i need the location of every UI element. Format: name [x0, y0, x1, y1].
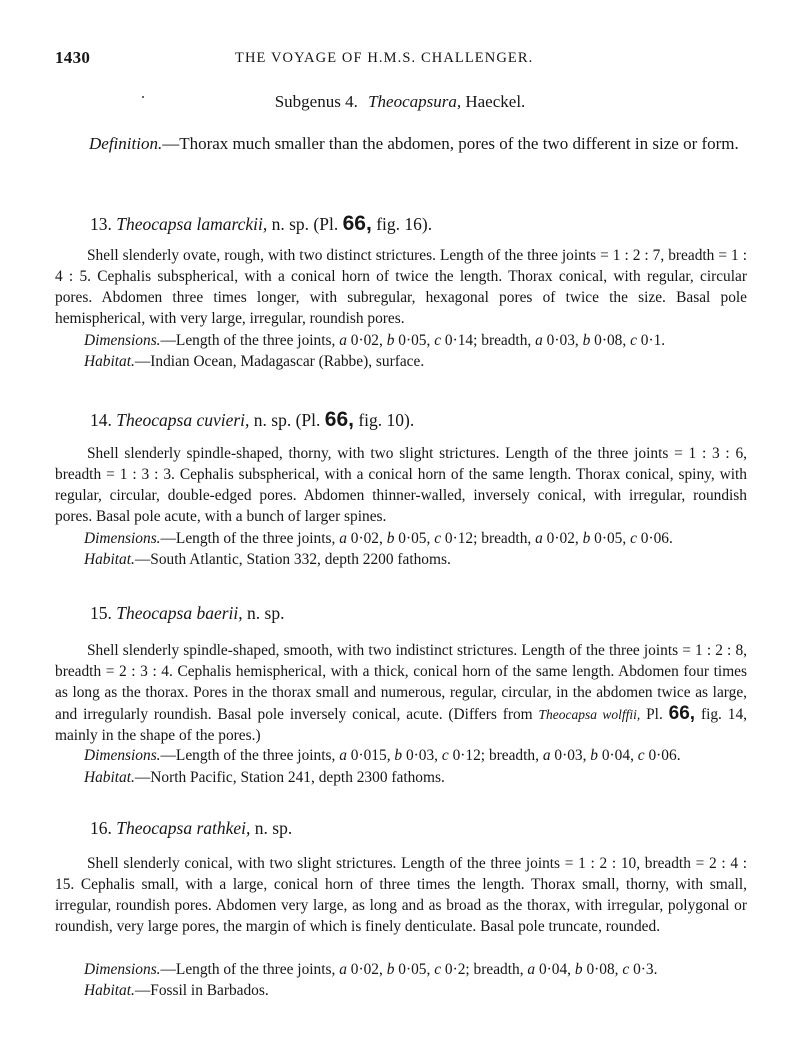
species-14-title: 14. Theocapsa cuvieri, n. sp. (Pl. 66, fig. 10).	[90, 408, 415, 431]
species-number: 16.	[90, 818, 112, 838]
subgenus-author: Haeckel.	[465, 92, 526, 111]
species-14-dimensions: Dimensions.—Length of the three joints, a 0·02, b 0·05, c 0·12; breadth, a 0·02, b 0·05, c 0·06.	[84, 530, 673, 547]
species-13-habitat: Habitat.—Indian Ocean, Madagascar (Rabbe), surface.	[84, 353, 425, 370]
species-13-dimensions: Dimensions.—Length of the three joints, a 0·02, b 0·05, c 0·14; breadth, a 0·03, b 0·08, c 0·1.	[84, 332, 666, 349]
subgenus-label: Subgenus 4.	[274, 92, 358, 111]
page-header	[55, 48, 745, 70]
reference-species: Theocapsa wolffii,	[538, 707, 641, 722]
species-14-habitat: Habitat.—South Atlantic, Station 332, depth 2200 fathoms.	[84, 551, 451, 568]
definition-text: —Thorax much smaller than the abdomen, pores of the two different in size or form.	[162, 134, 739, 153]
species-16-title: 16. Theocapsa rathkei, n. sp.	[90, 818, 293, 838]
plate-number: 66,	[324, 408, 354, 431]
plate-number: 66,	[342, 212, 372, 235]
species-15-dimensions: Dimensions.—Length of the three joints, a 0·015, b 0·03, c 0·12; breadth, a 0·03, b 0·04, c 0·06.	[84, 747, 681, 764]
subgenus-name: Theocapsura,	[368, 92, 462, 111]
species-13-title: 13. Theocapsa lamarckii, n. sp. (Pl. 66, fig. 16).	[90, 212, 433, 235]
species-16-dimensions: Dimensions.—Length of the three joints, a 0·02, b 0·05, c 0·2; breadth, a 0·04, b 0·08, c 0·3.	[84, 961, 658, 978]
species-number: 14.	[90, 410, 112, 430]
species-number: 15.	[90, 603, 112, 623]
species-15-description: Shell slenderly spindle-shaped, smooth, with two indistinct strictures. Length of the three joints = 1 : 2 : 8, breadth = 2 : 3 : 4. Cephalis hemispherical, with a thick, conical horn of the same length. Abdomen four times as long as the thorax. Pores in the thorax small and numerous, regular, circular, in the abdomen twice as large, and irregularly roundish. Basal pole inversely conical, acute. (Differs from Theocapsa wolffii, Pl. 66, fig. 14, mainly in the shape of the pores.)	[55, 642, 747, 744]
species-16-habitat: Habitat.—Fossil in Barbados.	[84, 982, 269, 999]
species-number: 13.	[90, 214, 112, 234]
species-15-habitat: Habitat.—North Pacific, Station 241, depth 2300 fathoms.	[84, 769, 445, 786]
definition-label: Definition.	[89, 134, 163, 153]
species-name: Theocapsa lamarckii,	[116, 214, 268, 234]
species-name: Theocapsa cuvieri,	[116, 410, 250, 430]
definition-paragraph	[55, 131, 745, 156]
species-15-title: 15. Theocapsa baerii, n. sp.	[90, 603, 285, 623]
species-16-description: Shell slenderly conical, with two slight strictures. Length of the three joints = 1 : 2 : 10, breadth = 2 : 4 : 15. Cephalis small, with a large, conical horn of three times the length. Thorax small, thorny, with small, irregular, roundish pores. Abdomen very large, as long and as broad as the thorax, with irregular, polygonal or roundish, very large pores, the margin of which is finely denticulate. Basal pole truncate, rounded.	[55, 855, 747, 935]
plate-number: 66,	[668, 703, 696, 724]
species-name: Theocapsa baerii,	[116, 603, 243, 623]
species-13-description: Shell slenderly ovate, rough, with two distinct strictures. Length of the three joints = 1 : 2 : 7, breadth = 1 : 4 : 5. Cephalis subspherical, with a conical horn of twice the length. Thorax conical, with regular, circular pores. Abdomen three times longer, with subregular, hexagonal pores of twice the size. Basal pole hemispherical, with very large, irregular, roundish pores.	[55, 247, 747, 327]
page-number: 1430	[55, 48, 91, 67]
species-14-description: Shell slenderly spindle-shaped, thorny, with two slight strictures. Length of the three joints = 1 : 3 : 6, breadth = 1 : 3 : 3. Cephalis subspherical, with a conical horn of the same length. Thorax conical, spiny, with regular, circular, double-edged pores. Abdomen thinner-walled, inversely conical, with irregular, roundish pores. Basal pole acute, with a bunch of larger spines.	[55, 445, 747, 525]
species-name: Theocapsa rathkei,	[116, 818, 251, 838]
subgenus-heading	[0, 92, 800, 112]
running-title: THE VOYAGE OF H.M.S. CHALLENGER.	[235, 50, 534, 66]
